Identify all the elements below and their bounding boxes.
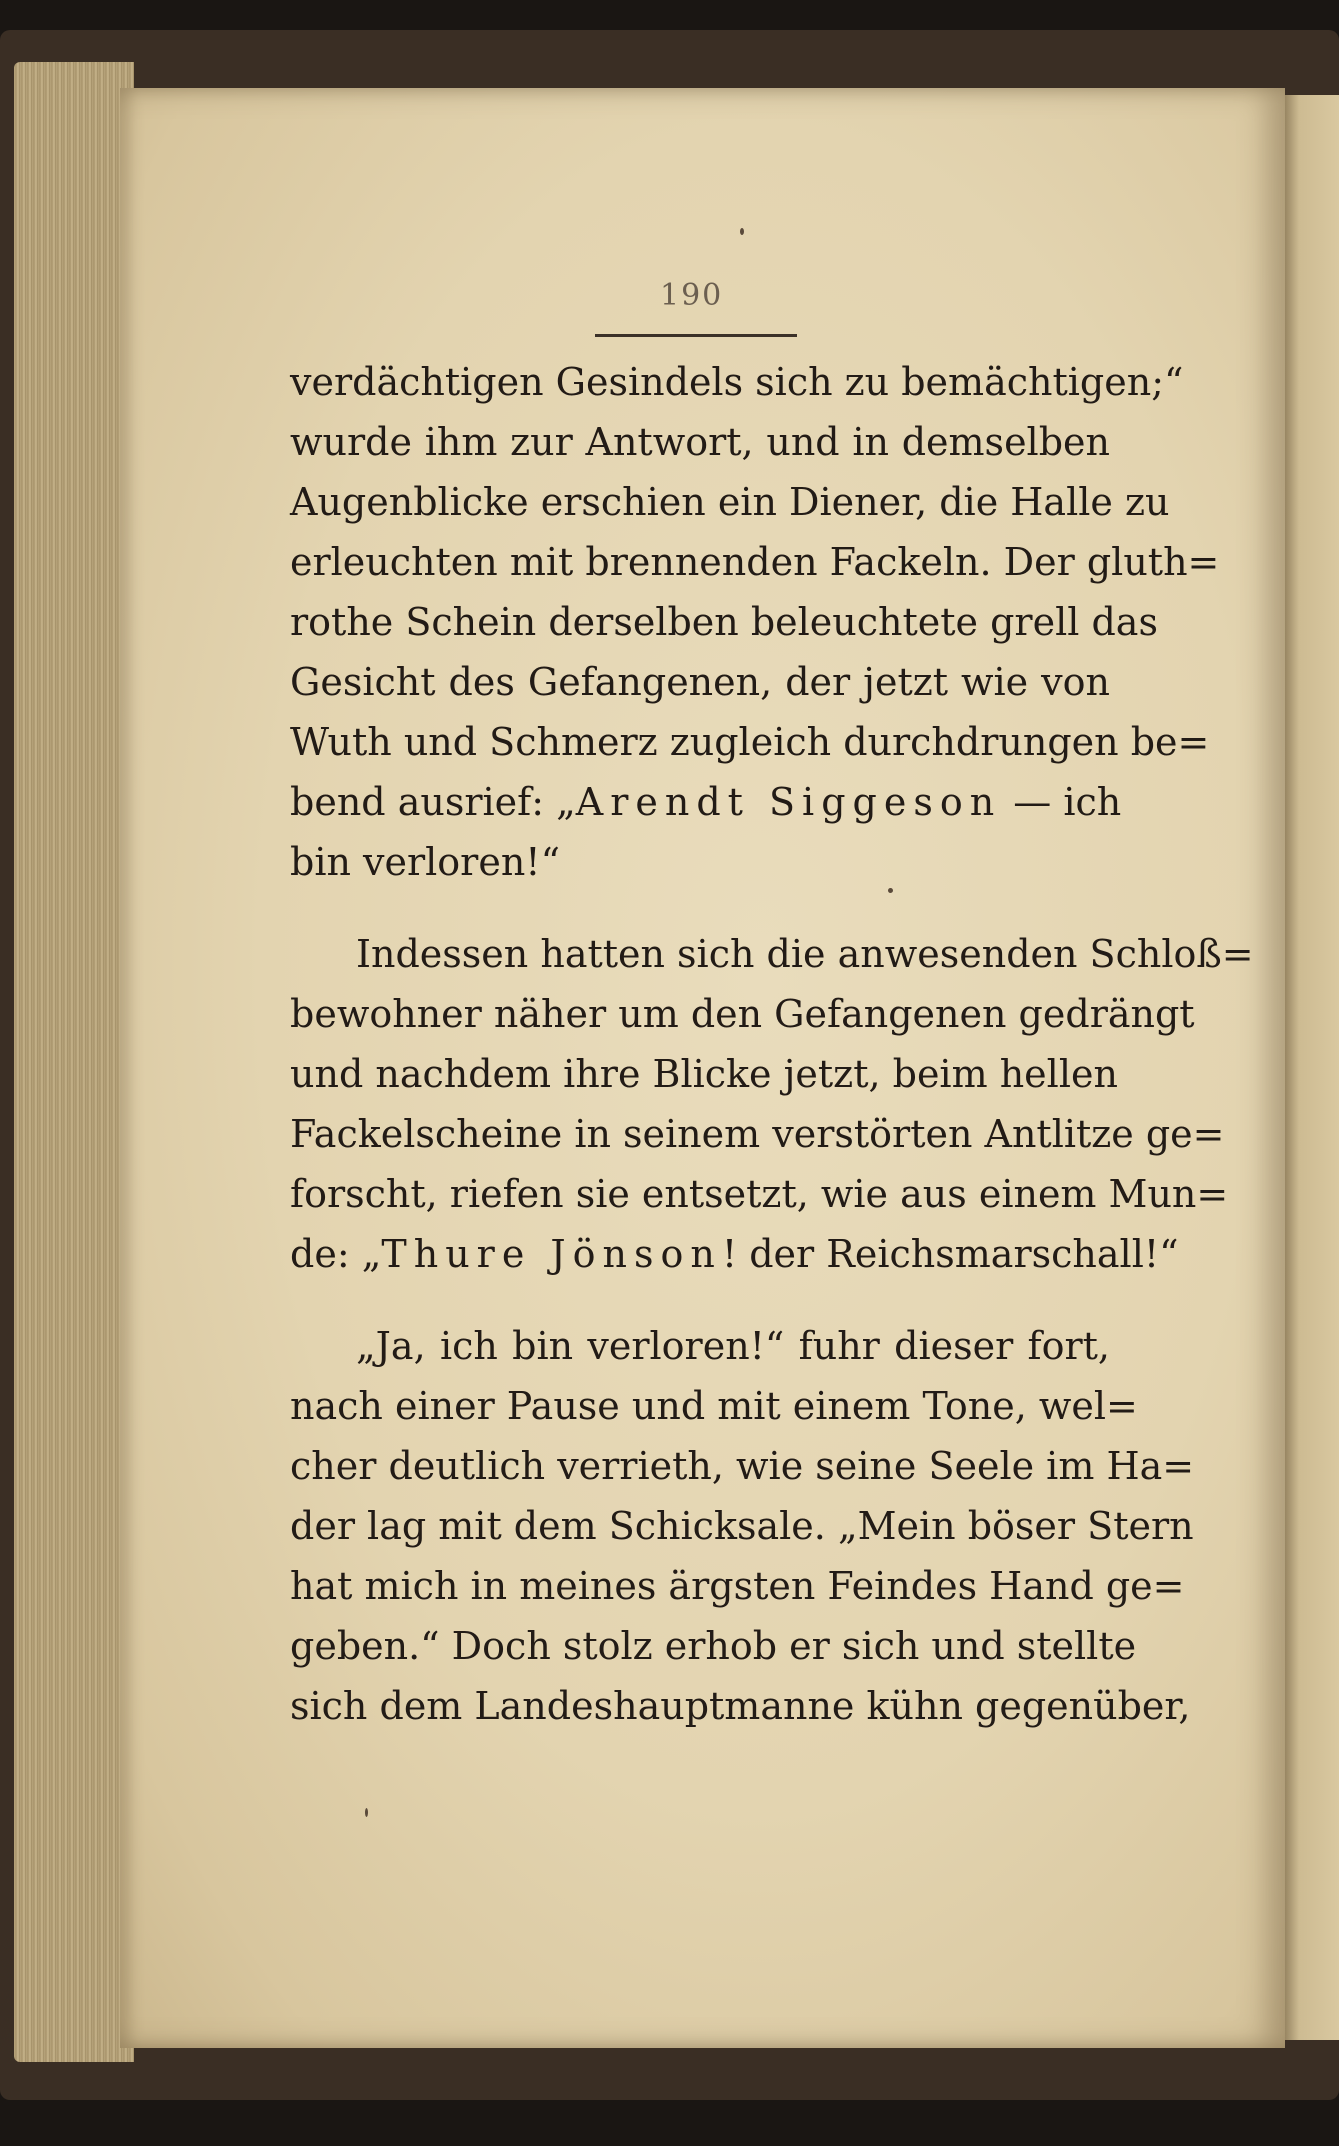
- line-text: nach einer Pause und mit einem Tone, wel=: [290, 1384, 1138, 1428]
- page-edges: [14, 62, 134, 2062]
- paragraph: [290, 352, 1220, 892]
- line-text: de: „: [290, 1232, 382, 1276]
- text-line: [290, 772, 1122, 832]
- paragraph-gap: [290, 892, 1110, 924]
- text-line: [290, 532, 1220, 592]
- text-line: [290, 1316, 1110, 1376]
- spaced-name: Arendt Siggeson: [575, 780, 1002, 824]
- line-text: Gesicht des Gefangenen, der jetzt wie von: [290, 660, 1110, 704]
- line-text: geben.“ Doch stolz erhob er sich und stellte: [290, 1624, 1137, 1668]
- spaced-name: Thure Jönson: [381, 1232, 722, 1276]
- page-number: 190: [660, 278, 724, 313]
- text-line: [290, 832, 1110, 892]
- line-text: erleuchten mit brennenden Fackeln. Der gluth=: [290, 540, 1220, 584]
- text-line: [290, 1224, 1179, 1284]
- line-text: rothe Schein derselben beleuchtete grell das: [290, 600, 1158, 644]
- line-text: „Ja, ich bin verloren!“ fuhr dieser fort,: [356, 1324, 1110, 1368]
- line-text: ! der Reichsmarschall!“: [721, 1232, 1179, 1276]
- paragraph: [290, 924, 1254, 1284]
- line-text: bend ausrief: „: [290, 780, 576, 824]
- text-line: [290, 1616, 1137, 1676]
- paper-speck: [740, 228, 744, 235]
- text-line: [290, 412, 1110, 472]
- line-text: wurde ihm zur Antwort, und in demselben: [290, 420, 1110, 464]
- text-line: [290, 652, 1110, 712]
- line-text: Fackelscheine in seinem verstörten Antlitze ge=: [290, 1112, 1225, 1156]
- header-rule: [595, 334, 797, 337]
- line-text: bewohner näher um den Gefangenen gedrängt: [290, 992, 1195, 1036]
- text-line: [290, 924, 1254, 984]
- line-text: der lag mit dem Schicksale. „Mein böser Stern: [290, 1504, 1194, 1548]
- line-text: Wuth und Schmerz zugleich durchdrungen be=: [290, 720, 1210, 764]
- text-line: [290, 1556, 1185, 1616]
- adjacent-page-edge: [1282, 95, 1339, 2040]
- line-text: sich dem Landeshauptmanne kühn gegenüber,: [290, 1684, 1191, 1728]
- line-text: bin verloren!“: [290, 840, 561, 884]
- paragraph-gap: [290, 1284, 1110, 1316]
- line-text: hat mich in meines ärgsten Feindes Hand ge=: [290, 1564, 1185, 1608]
- text-line: [290, 1376, 1138, 1436]
- line-text: Augenblicke erschien ein Diener, die Halle zu: [290, 480, 1170, 524]
- paper-speck: [365, 1808, 368, 1817]
- text-line: [290, 592, 1158, 652]
- text-line: [290, 1436, 1195, 1496]
- text-line: [290, 1044, 1118, 1104]
- text-line: [290, 1104, 1225, 1164]
- text-line: [290, 1676, 1191, 1736]
- text-line: [290, 1496, 1194, 1556]
- line-text: verdächtigen Gesindels sich zu bemächtigen;“: [290, 360, 1184, 404]
- text-line: [290, 712, 1210, 772]
- line-text: Indessen hatten sich die anwesenden Schloß=: [356, 932, 1254, 976]
- text-line: [290, 352, 1184, 412]
- line-text: forscht, riefen sie entsetzt, wie aus einem Mun=: [290, 1172, 1229, 1216]
- text-line: [290, 984, 1195, 1044]
- paragraph: [290, 1316, 1195, 1736]
- text-line: [290, 472, 1170, 532]
- line-text: und nachdem ihre Blicke jetzt, beim hellen: [290, 1052, 1118, 1096]
- text-line: [290, 1164, 1229, 1224]
- line-text: cher deutlich verrieth, wie seine Seele im Ha=: [290, 1444, 1195, 1488]
- body-text: [290, 352, 1254, 1736]
- line-text: — ich: [1001, 780, 1122, 824]
